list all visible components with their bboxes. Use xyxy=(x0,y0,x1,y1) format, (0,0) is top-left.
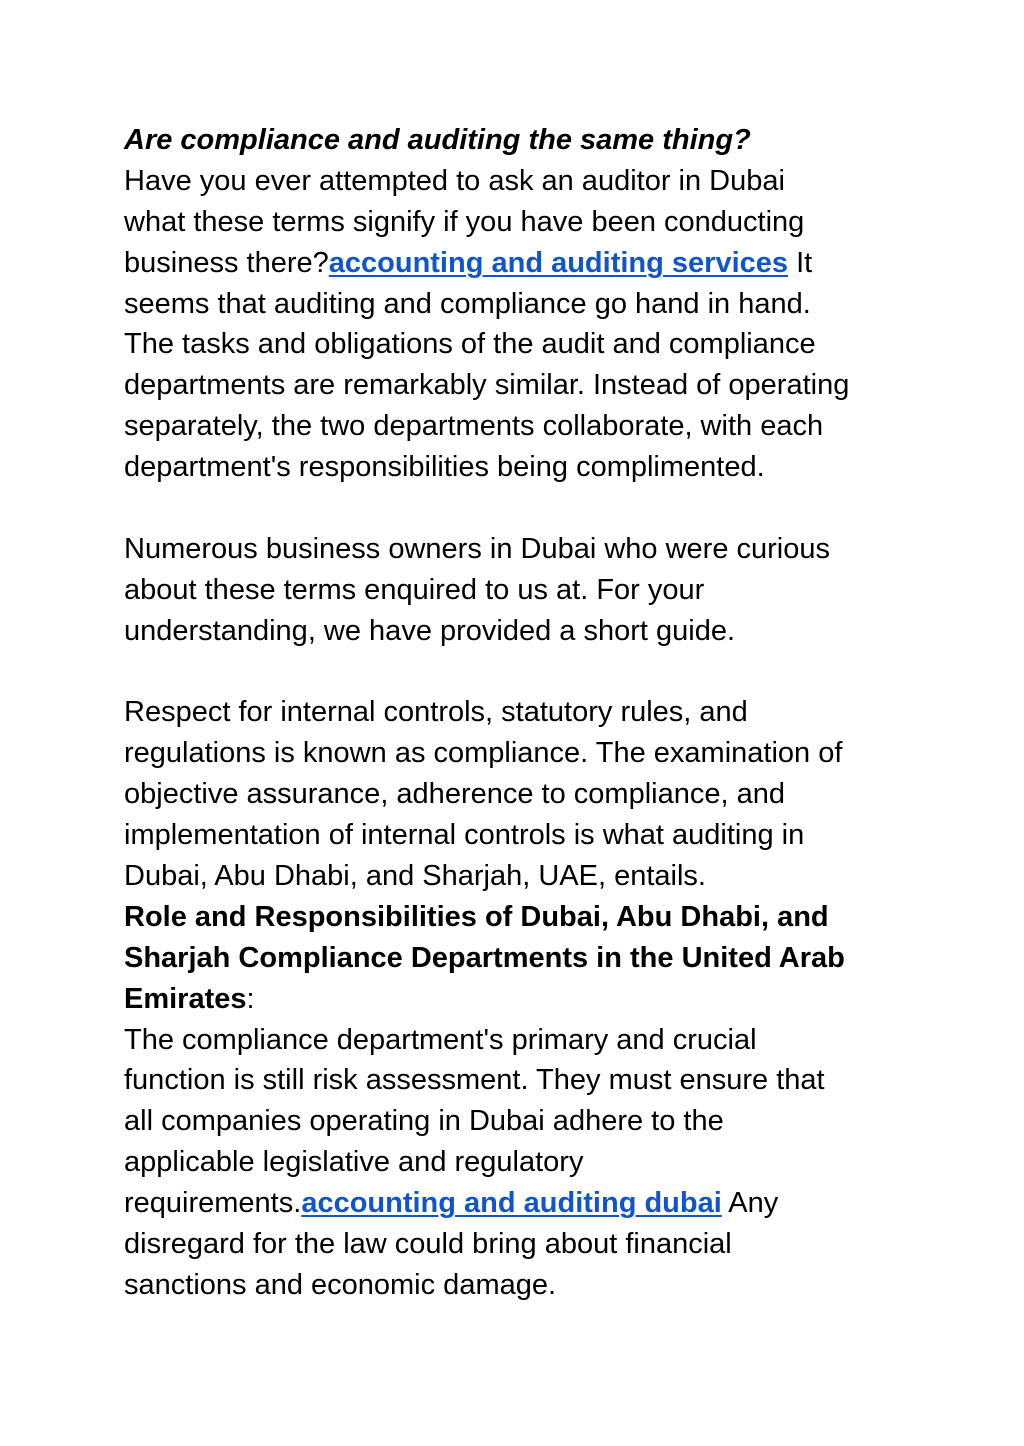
text-line: what these terms signify if you have been conducting xyxy=(124,205,805,238)
heading-colon: : xyxy=(246,982,255,1015)
text-line: implementation of internal controls is what auditing in xyxy=(124,819,805,852)
text-span: Any xyxy=(721,1187,779,1220)
accounting-auditing-services-link[interactable]: accounting and auditing services xyxy=(328,246,789,279)
text-line-with-link xyxy=(124,1183,914,1224)
accounting-auditing-dubai-link[interactable]: accounting and auditing dubai xyxy=(301,1187,722,1220)
heading-line: Role and Responsibilities of Dubai, Abu Dhabi, and xyxy=(124,900,829,933)
text-line: Have you ever attempted to ask an auditor in Dubai xyxy=(124,164,785,197)
text-line: departments are remarkably similar. Instead of operating xyxy=(124,369,850,402)
text-span: It xyxy=(788,246,813,279)
text-line: seems that auditing and compliance go hand in hand. xyxy=(124,287,811,320)
text-line: sanctions and economic damage. xyxy=(124,1268,557,1301)
text-line: Dubai, Abu Dhabi, and Sharjah, UAE, entails. xyxy=(124,860,706,893)
paragraph-risk-assessment xyxy=(124,1020,914,1306)
document-page xyxy=(124,120,914,1306)
text-line: all companies operating in Dubai adhere to the xyxy=(124,1105,724,1138)
heading-line: Sharjah Compliance Departments in the United Arab xyxy=(124,941,845,974)
text-line: function is still risk assessment. They must ensure that xyxy=(124,1064,825,1097)
text-line: department's responsibilities being complimented. xyxy=(124,451,765,484)
paragraph-compliance-definition xyxy=(124,692,914,896)
text-line: regulations is known as compliance. The examination of xyxy=(124,737,843,770)
text-line: Respect for internal controls, statutory rules, and xyxy=(124,696,748,729)
paragraph-business-owners xyxy=(124,529,914,652)
text-span: business there? xyxy=(124,246,329,279)
paragraph-spacer xyxy=(124,652,914,693)
text-line: The compliance department's primary and crucial xyxy=(124,1023,757,1056)
heading-text: Emirates xyxy=(124,982,247,1015)
text-line: Numerous business owners in Dubai who were curious xyxy=(124,532,830,565)
text-span: requirements. xyxy=(124,1187,302,1220)
section-heading-compliance-departments xyxy=(124,897,914,1020)
section-heading-compliance-vs-auditing: Are compliance and auditing the same thing? xyxy=(124,124,751,156)
text-line: about these terms enquired to us at. For your xyxy=(124,573,705,606)
paragraph-spacer xyxy=(124,488,914,529)
paragraph-intro xyxy=(124,161,914,488)
heading-line xyxy=(124,979,914,1020)
text-line-with-link xyxy=(124,243,914,284)
text-line: separately, the two departments collaborate, with each xyxy=(124,410,824,443)
text-line: understanding, we have provided a short guide. xyxy=(124,614,736,647)
text-line: The tasks and obligations of the audit and compliance xyxy=(124,328,816,361)
text-line: disregard for the law could bring about financial xyxy=(124,1228,732,1261)
text-line: applicable legislative and regulatory xyxy=(124,1146,584,1179)
text-line: objective assurance, adherence to compliance, and xyxy=(124,778,785,811)
